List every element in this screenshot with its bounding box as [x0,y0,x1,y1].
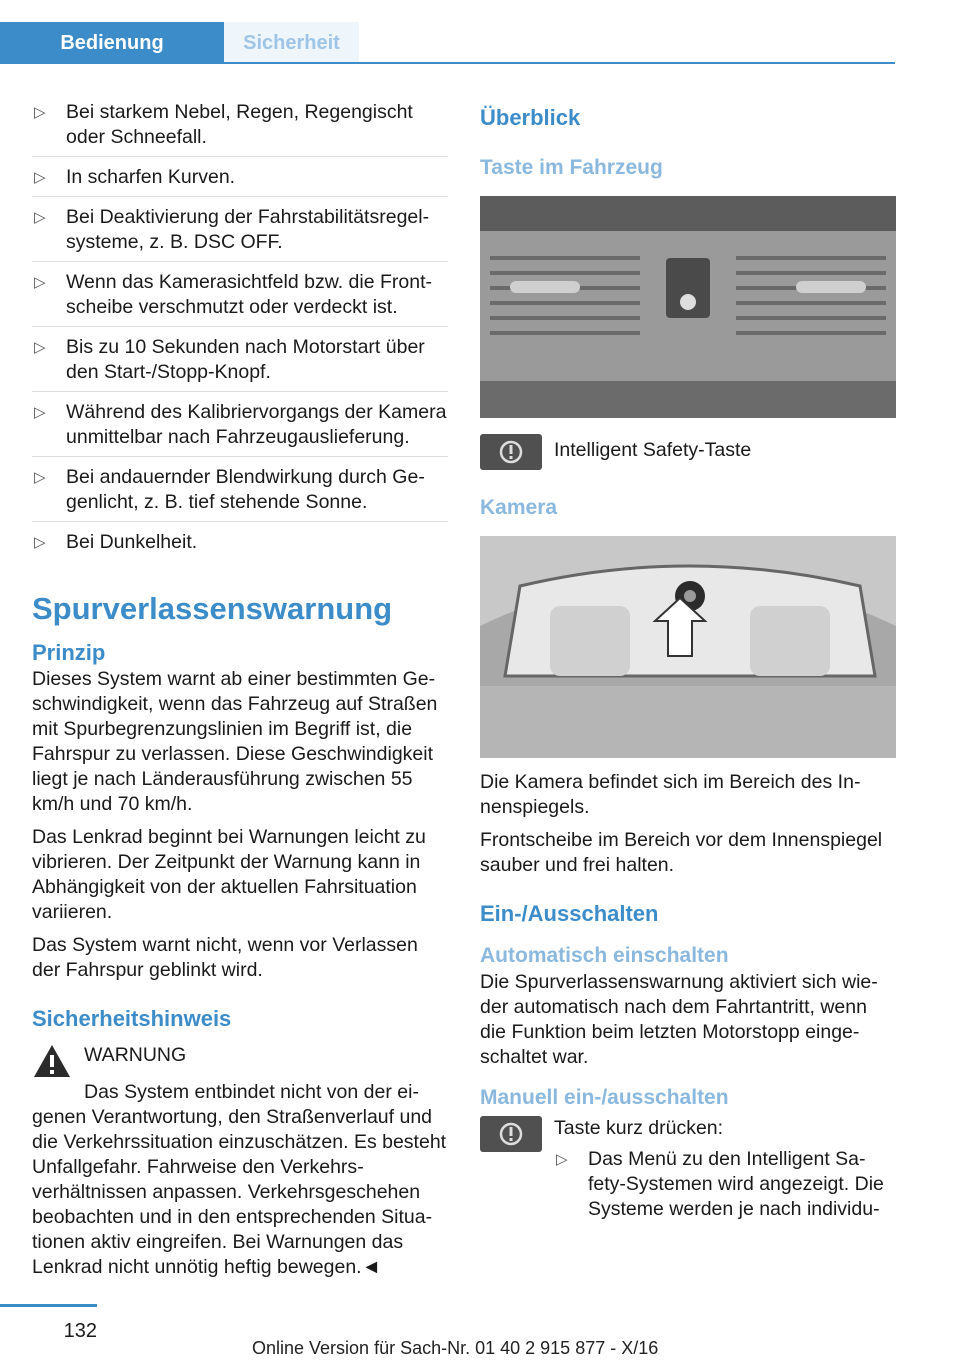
sicherheit-heading: Sicherheitshinweis [32,1006,232,1031]
kamera-paragraph-1: Die Kamera befindet sich im Bereich des Innenspiegels. [480,771,861,818]
vehicle-button-photo [480,196,896,418]
einaus-heading: Ein-/Ausschalten [480,901,659,926]
online-version-note: Online Version für Sach-Nr. 01 40 2 915 877 - X/16 [252,1338,659,1358]
safety-button-label: Intelligent Safety-Taste [554,439,752,461]
list-item: ▷ Wenn das Kamerasichtfeld bzw. die Frontscheibe verschmutzt oder verdeckt ist. [32,270,448,327]
list-item: ▷ Bis zu 10 Sekunden nach Motorstart über den Start-/Stopp-Knopf. [32,335,448,392]
manuell-step: Taste kurz drücken: [554,1117,724,1139]
key-legend-row [480,434,896,470]
warning-icon [32,1043,72,1079]
section-heading: Spurverlassenswarnung [32,591,393,626]
manuell-list [554,1147,896,1222]
kamera-heading: Kamera [480,496,558,519]
list-item: ▷ Bei andauernder Blendwirkung durch Gegenlicht, z. B. tief stehende Sonne. [32,465,448,522]
auto-heading: Automatisch einschalten [480,944,729,967]
list-item: ▷ Während des Kalibriervorgangs der Kamera unmittelbar nach Fahrzeugauslieferung. [32,400,448,457]
list-item: ▷ Bei starkem Nebel, Regen, Regengischt oder Schneefall. [32,100,448,157]
list-item: ▷ In scharfen Kurven. [32,165,448,197]
prinzip-paragraph-2: Das Lenkrad beginnt bei Warnungen leicht zu vibrieren. Der Zeitpunkt der Warnung kann in Abhängigkeit von der aktuellen Fahrsituation variieren. [32,826,426,923]
tab-bedienung[interactable]: Bedienung [0,22,224,62]
warning-text: Das System entbindet nicht von der eigenen Verantwortung, den Straßenverlauf und die Verkehrssituation einzuschätzen. Es besteht Unfallgefahr. Fahrweise den Verkehrsverhältnissen anpassen. Verkehrsgeschehen beobachten und in den entsprechenden Situationen aktiv eingreifen. Bei Warnungen das Lenkrad nicht unnötig heftig bewegen.◄ [32,1081,447,1278]
list-item: ▷ Bei Deaktivierung der Fahrstabilitätsregelsysteme, z. B. DSC OFF. [32,205,448,262]
prinzip-paragraph-1: Dieses System warnt ab einer bestimmten Geschwindigkeit, wenn das Fahrzeug auf Straßen mit Spurbegrenzungslinien im Begriff ist, die Fahrspur zu verlassen. Diese Geschwindigkeit liegt je nach Länderausführung zwischen 55 km/h und 70 km/h. [32,668,438,815]
manuell-row [480,1116,896,1230]
ueberblick-heading: Überblick [480,105,581,130]
list-item: ▷ Bei Dunkelheit. [32,530,448,555]
warning-block [32,1043,448,1079]
safety-button-icon [480,434,542,470]
kamera-paragraph-2: Frontscheibe im Bereich vor dem Innenspiegel sauber und frei halten. [480,829,883,876]
right-column [480,100,896,1230]
warning-label: WARNUNG [84,1044,187,1066]
prinzip-paragraph-3: Das System warnt nicht, wenn vor Verlassen der Fahrspur geblinkt wird. [32,934,418,981]
left-column [32,100,448,1288]
list-item: ▷ Das Menü zu den Intelligent Safety-Systemen wird angezeigt. Die Systeme werden je nach individu- [554,1147,896,1222]
camera-photo [480,536,896,758]
taste-heading: Taste im Fahrzeug [480,156,663,179]
safety-button-icon [480,1116,542,1152]
tab-sicherheit[interactable]: Sicherheit [224,22,359,62]
auto-paragraph: Die Spurverlassenswarnung aktiviert sich wieder automatisch nach dem Fahrtantritt, wenn die Funktion beim letzten Motorstopp eingeschaltet war. [480,971,878,1068]
footer-rule [0,1304,97,1307]
manuell-heading: Manuell ein-/ausschalten [480,1086,729,1109]
page-number: 132 [63,1320,97,1342]
header-tabs [0,22,895,64]
prinzip-heading: Prinzip [32,640,106,665]
bullet-list [32,100,448,555]
